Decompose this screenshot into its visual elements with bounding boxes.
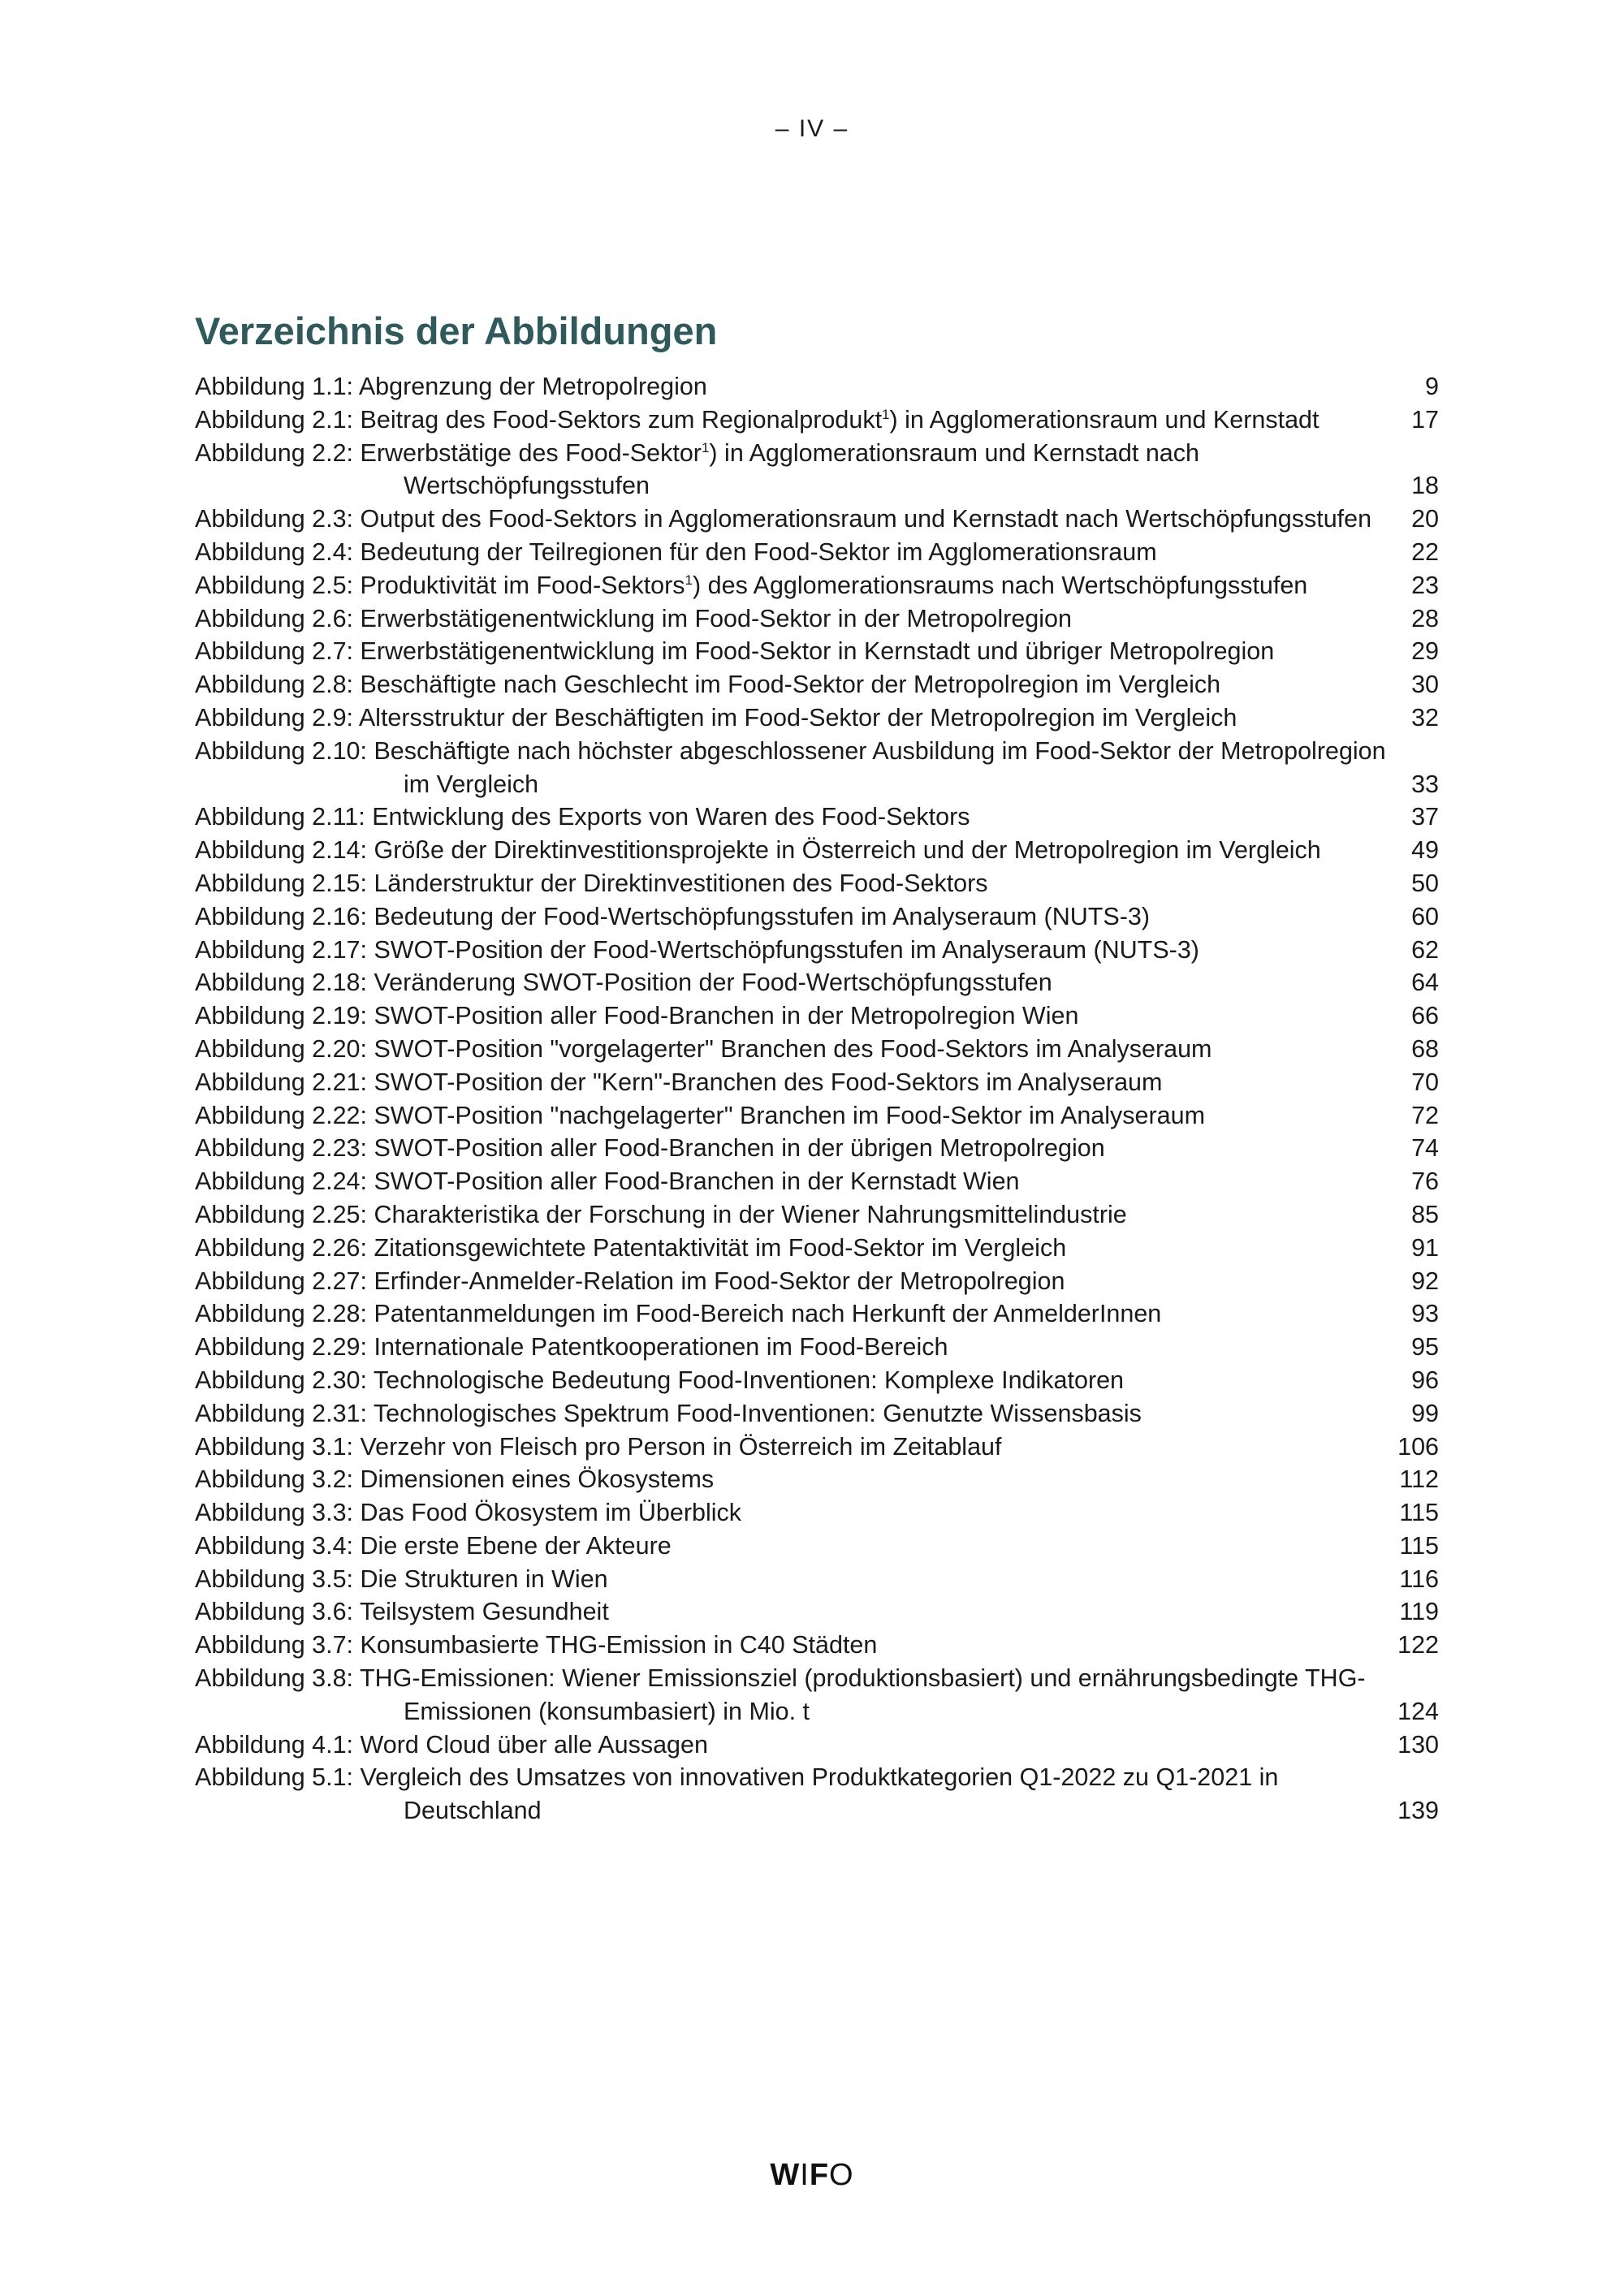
toc-entry-text	[195, 536, 1393, 569]
toc-entry-label: Abbildung 2.27:	[195, 1267, 367, 1295]
toc-entry-text	[195, 1463, 1389, 1496]
toc-entry-title-text: SWOT-Position aller Food-Branchen in der Metropolregion Wien	[374, 1002, 1079, 1030]
toc-entry-label: Abbildung 1.1:	[195, 373, 354, 400]
toc-entry-title-text: Bedeutung der Teilregionen für den Food-Sektor im Agglomerationsraum	[360, 537, 1157, 566]
toc-entry-title	[195, 572, 1307, 599]
toc-entry-title-text: Abgrenzung der Metropolregion	[358, 373, 707, 400]
toc-entry[interactable]	[195, 1066, 1439, 1099]
toc-entry-title-text: SWOT-Position aller Food-Branchen in der übrigen Metropolregion	[374, 1134, 1105, 1163]
toc-entry-title-text: Das Food Ökosystem im Überblick	[360, 1499, 742, 1527]
toc-entry-label: Abbildung 2.22:	[195, 1101, 367, 1129]
toc-entry-title	[195, 836, 1321, 864]
toc-entry-label: Abbildung 3.6:	[195, 1598, 354, 1626]
toc-entry-title-text: SWOT-Position der "Kern"-Branchen des Food-Sektors im Analyseraum	[374, 1068, 1163, 1096]
toc-entry-page: 119	[1399, 1598, 1439, 1626]
toc-entry-text	[195, 900, 1393, 934]
toc-entry[interactable]	[195, 1530, 1439, 1563]
toc-entry-title	[195, 605, 1072, 632]
toc-entry-title	[195, 1002, 1078, 1029]
toc-entry-title	[195, 1433, 1001, 1461]
toc-entry-title	[195, 735, 1393, 801]
toc-entry-title-text: THG-Emissionen: Wiener Emissionsziel (produktionsbasiert) und ernährungsbedingte THG-Emissionen (konsumbasiert) in Mio. t	[359, 1664, 1366, 1725]
toc-entry-title-text: Zitationsgewichtete Patentaktivität im Food-Sektor im Vergleich	[374, 1233, 1067, 1262]
toc-entry-label: Abbildung 2.9:	[195, 703, 354, 732]
toc-entry-title-text: Vergleich des Umsatzes von innovativen Produktkategorien Q1-2022 zu Q1-2021 in Deutschland	[360, 1763, 1279, 1825]
toc-entry-text	[195, 1595, 1389, 1629]
toc-entry-page: 68	[1411, 1034, 1439, 1063]
toc-entry-title	[195, 671, 1220, 698]
toc-entry-text	[195, 999, 1393, 1033]
toc-entry-label: Abbildung 4.1:	[195, 1730, 354, 1759]
toc-entry-title-text: Output des Food-Sektors in Agglomerationsraum und Kernstadt nach Wertschöpfungsstufen	[360, 505, 1372, 533]
toc-entry-text	[195, 1033, 1393, 1066]
toc-entry-label: Abbildung 2.3:	[195, 505, 354, 533]
toc-entry-page: 95	[1411, 1333, 1439, 1362]
toc-entry-label: Abbildung 3.3:	[195, 1499, 354, 1527]
toc-entry-text	[195, 1728, 1388, 1762]
toc-entry-label: Abbildung 2.5:	[195, 571, 354, 599]
toc-entry[interactable]	[195, 1099, 1439, 1133]
toc-entry-title-text: SWOT-Position "nachgelagerter" Branchen im Food-Sektor im Analyseraum	[374, 1101, 1205, 1129]
toc-entry-label: Abbildung 2.10:	[195, 736, 367, 765]
toc-entry-text	[195, 867, 1393, 900]
toc-entry-label: Abbildung 2.31:	[195, 1399, 367, 1427]
toc-entry-title-text: Patentanmeldungen im Food-Bereich nach Herkunft der AnmelderInnen	[374, 1300, 1162, 1328]
toc-entry-title	[195, 1333, 948, 1361]
toc-entry-page: 64	[1411, 969, 1439, 997]
toc-entry-page: 115	[1399, 1499, 1439, 1527]
toc-entry[interactable]	[195, 1397, 1439, 1431]
toc-entry-page: 20	[1411, 505, 1439, 533]
toc-entry-label: Abbildung 2.26:	[195, 1233, 367, 1262]
toc-entry-page: 66	[1411, 1002, 1439, 1030]
toc-entry[interactable]	[195, 1165, 1439, 1198]
toc-entry-title	[195, 1761, 1388, 1828]
toc-entry-label: Abbildung 2.28:	[195, 1300, 367, 1328]
toc-entry[interactable]	[195, 801, 1439, 834]
toc-entry[interactable]	[195, 966, 1439, 999]
toc-entry-title	[195, 637, 1274, 665]
toc-entry-label: Abbildung 2.4:	[195, 537, 354, 566]
toc-entry[interactable]	[195, 1033, 1439, 1066]
toc-entry-page: 139	[1397, 1797, 1439, 1825]
page-title: Verzeichnis der Abbildungen	[195, 309, 718, 352]
toc-entry[interactable]	[195, 1662, 1439, 1728]
toc-entry-title-text: Erwerbstätigenentwicklung im Food-Sektor in der Metropolregion	[360, 604, 1072, 632]
toc-entry-label: Abbildung 2.16:	[195, 902, 367, 930]
toc-entry-title	[195, 704, 1237, 732]
toc-entry-page: 130	[1397, 1730, 1439, 1759]
toc-entry-title	[195, 1565, 608, 1593]
toc-entry-page: 112	[1399, 1465, 1439, 1494]
toc-entry-title-text: Entwicklung des Exports von Waren des Food-Sektors	[372, 803, 970, 831]
toc-entry-title-text: Die erste Ebene der Akteure	[360, 1531, 672, 1560]
toc-entry[interactable]	[195, 668, 1439, 701]
toc-entry-title-text: SWOT-Position der Food-Wertschöpfungsstufen im Analyseraum (NUTS-3)	[374, 935, 1199, 964]
toc-entry-page: 76	[1411, 1167, 1439, 1196]
toc-entry[interactable]	[195, 437, 1439, 503]
toc-entry-text	[195, 1099, 1393, 1133]
toc-entry-text	[195, 966, 1393, 999]
toc-entry-title-text: Veränderung SWOT-Position der Food-Wertschöpfungsstufen	[374, 969, 1052, 997]
toc-entry-page: 74	[1411, 1134, 1439, 1163]
toc-entry[interactable]	[195, 503, 1439, 536]
toc-entry-title	[195, 903, 1150, 930]
logo-letter-w: W	[770, 2158, 801, 2192]
toc-entry-page: 50	[1411, 869, 1439, 897]
logo-letter-f: F	[809, 2158, 830, 2192]
toc-entry-title-part: Beitrag des Food-Sektors zum Regionalprodukt	[360, 405, 883, 434]
toc-entry[interactable]	[195, 999, 1439, 1033]
toc-entry-label: Abbildung 2.20:	[195, 1034, 367, 1063]
toc-entry[interactable]	[195, 1728, 1439, 1762]
toc-entry-text	[195, 1496, 1389, 1530]
toc-entry[interactable]	[195, 1431, 1439, 1464]
toc-entry-title	[195, 1662, 1388, 1728]
toc-entry-text	[195, 1198, 1393, 1232]
toc-entry-page: 32	[1411, 703, 1439, 732]
toc-entry-text	[195, 801, 1393, 834]
toc-entry-label: Abbildung 2.1:	[195, 405, 354, 434]
toc-entry-label: Abbildung 3.7:	[195, 1631, 354, 1659]
toc-entry-page: 28	[1411, 604, 1439, 632]
toc-entry-text	[195, 1331, 1393, 1364]
toc-entry[interactable]	[195, 834, 1439, 867]
toc-entry-title	[195, 969, 1052, 996]
toc-entry-label: Abbildung 5.1:	[195, 1763, 354, 1792]
toc-entry-text	[195, 1265, 1393, 1298]
toc-entry-text	[195, 834, 1393, 867]
toc-entry-label: Abbildung 2.7:	[195, 637, 354, 666]
figure-list	[195, 370, 1439, 1828]
toc-entry-page: 96	[1411, 1366, 1439, 1394]
toc-entry-label: Abbildung 2.8:	[195, 671, 354, 699]
toc-entry[interactable]	[195, 1198, 1439, 1232]
toc-entry-title-text: Technologisches Spektrum Food-Inventionen: Genutzte Wissensbasis	[373, 1399, 1142, 1427]
toc-entry-text	[195, 668, 1393, 701]
toc-entry-title	[195, 870, 988, 897]
toc-entry-page: 92	[1411, 1267, 1439, 1295]
toc-entry-title	[195, 1134, 1105, 1162]
toc-entry-title-text: Teilsystem Gesundheit	[359, 1598, 609, 1626]
toc-entry[interactable]	[195, 1265, 1439, 1298]
toc-entry-title-text: Beschäftigte nach Geschlecht im Food-Sektor der Metropolregion im Vergleich	[360, 671, 1221, 699]
toc-entry-title-text: Bedeutung der Food-Wertschöpfungsstufen im Analyseraum (NUTS-3)	[374, 902, 1151, 930]
toc-entry-title	[195, 1499, 741, 1526]
toc-entry-page: 99	[1411, 1399, 1439, 1427]
toc-entry[interactable]	[195, 735, 1439, 801]
toc-entry-label: Abbildung 2.21:	[195, 1068, 367, 1096]
page-number: – IV –	[775, 115, 849, 142]
toc-entry-label: Abbildung 2.23:	[195, 1134, 367, 1163]
toc-entry-title-text: Charakteristika der Forschung in der Wiener Nahrungsmittelindustrie	[374, 1200, 1127, 1228]
toc-entry[interactable]	[195, 1761, 1439, 1828]
toc-entry-title	[195, 1598, 609, 1625]
toc-entry-label: Abbildung 3.2:	[195, 1465, 354, 1494]
toc-entry-title-text: Beschäftigte nach höchster abgeschlossener Ausbildung im Food-Sektor der Metropolregion im Vergleich	[374, 736, 1386, 798]
toc-entry-page: 93	[1411, 1300, 1439, 1328]
toc-entry-page: 124	[1397, 1697, 1439, 1725]
toc-entry-title	[195, 1068, 1162, 1096]
toc-entry-text	[195, 370, 1393, 404]
toc-entry[interactable]	[195, 1563, 1439, 1596]
toc-entry-title-text: SWOT-Position "vorgelagerter" Branchen des Food-Sektors im Analyseraum	[374, 1034, 1212, 1063]
toc-entry-title-text: Word Cloud über alle Aussagen	[360, 1730, 708, 1759]
toc-entry-text	[195, 1563, 1389, 1596]
footnote-marker: 1	[882, 406, 890, 422]
toc-entry-page: 116	[1399, 1564, 1439, 1593]
toc-entry-text	[195, 1397, 1393, 1431]
wifo-logo	[0, 2158, 1624, 2193]
toc-entry-title-text: Technologische Bedeutung Food-Inventionen: Komplexe Indikatoren	[373, 1366, 1125, 1394]
footnote-marker: 1	[701, 439, 710, 455]
toc-entry[interactable]	[195, 370, 1439, 404]
toc-entry-page: 18	[1411, 472, 1439, 500]
toc-entry[interactable]	[195, 1463, 1439, 1496]
toc-entry-label: Abbildung 2.24:	[195, 1167, 367, 1196]
toc-entry-title	[195, 1267, 1065, 1295]
toc-entry-title-part: ) des Agglomerationsraums nach Wertschöpfungsstufen	[693, 571, 1308, 599]
toc-entry-page: 37	[1411, 803, 1439, 831]
toc-entry-title-part: Produktivität im Food-Sektors	[360, 571, 685, 599]
toc-entry-title	[195, 1465, 714, 1493]
toc-entry-title-text: Internationale Patentkooperationen im Food-Bereich	[374, 1333, 948, 1362]
toc-entry-label: Abbildung 3.1:	[195, 1432, 354, 1461]
toc-entry[interactable]	[195, 1132, 1439, 1165]
toc-entry[interactable]	[195, 1232, 1439, 1265]
toc-entry[interactable]	[195, 900, 1439, 934]
toc-entry[interactable]	[195, 1629, 1439, 1662]
toc-entry-title	[195, 936, 1199, 964]
toc-entry-text	[195, 1431, 1388, 1464]
toc-entry-text	[195, 1629, 1388, 1662]
toc-entry-page: 60	[1411, 902, 1439, 930]
toc-entry-text	[195, 1066, 1393, 1099]
toc-entry-text	[195, 1232, 1393, 1265]
toc-entry-text	[195, 569, 1393, 602]
toc-entry-label: Abbildung 3.8:	[195, 1664, 354, 1693]
toc-entry-page: 62	[1411, 935, 1439, 964]
toc-entry[interactable]	[195, 1331, 1439, 1364]
toc-entry-page: 9	[1425, 373, 1439, 400]
toc-entry-text	[195, 602, 1393, 636]
logo-letter-o: O	[829, 2158, 854, 2192]
toc-entry-text	[195, 701, 1393, 735]
toc-entry-title-text: Altersstruktur der Beschäftigten im Food-Sektor der Metropolregion im Vergleich	[358, 703, 1237, 732]
toc-entry-label: Abbildung 2.29:	[195, 1333, 367, 1362]
toc-entry[interactable]	[195, 1364, 1439, 1397]
toc-entry-page: 72	[1411, 1101, 1439, 1129]
toc-entry-page: 22	[1411, 537, 1439, 566]
toc-entry-text	[195, 635, 1393, 668]
toc-entry[interactable]	[195, 569, 1439, 602]
toc-entry-label: Abbildung 2.19:	[195, 1002, 367, 1030]
toc-entry-text	[195, 1132, 1393, 1165]
toc-entry-page: 70	[1411, 1068, 1439, 1096]
toc-entry-label: Abbildung 2.15:	[195, 869, 367, 897]
toc-entry-title	[195, 1631, 877, 1659]
toc-entry-title	[195, 1035, 1212, 1063]
toc-entry-text	[195, 1297, 1393, 1331]
toc-entry-page: 91	[1411, 1233, 1439, 1262]
toc-entry[interactable]	[195, 1595, 1439, 1629]
toc-entry-title	[195, 505, 1371, 533]
toc-entry-page: 122	[1397, 1631, 1439, 1659]
toc-entry-title	[195, 1366, 1124, 1394]
toc-entry-title-part: Erwerbstätige des Food-Sektor	[360, 438, 702, 467]
toc-entry-title-text: Die Strukturen in Wien	[360, 1564, 608, 1593]
toc-entry[interactable]	[195, 867, 1439, 900]
toc-entry-label: Abbildung 3.5:	[195, 1564, 354, 1593]
toc-entry[interactable]	[195, 1496, 1439, 1530]
toc-entry-title-part: ) in Agglomerationsraum und Kernstadt nach Wertschöpfungsstufen	[404, 438, 1199, 500]
toc-entry-page: 106	[1397, 1432, 1439, 1461]
toc-entry[interactable]	[195, 536, 1439, 569]
toc-entry-title	[195, 1532, 672, 1560]
toc-entry-page: 17	[1411, 405, 1439, 434]
toc-entry-title	[195, 406, 1319, 434]
toc-entry-title	[195, 1731, 708, 1759]
toc-entry-text	[195, 1364, 1393, 1397]
toc-entry[interactable]	[195, 635, 1439, 668]
toc-entry-label: Abbildung 2.6:	[195, 604, 354, 632]
toc-entry-title	[195, 373, 707, 400]
toc-entry-label: Abbildung 3.4:	[195, 1531, 354, 1560]
toc-entry[interactable]	[195, 602, 1439, 636]
toc-entry[interactable]	[195, 404, 1439, 437]
toc-entry-title	[195, 1167, 1020, 1195]
toc-entry-page: 23	[1411, 571, 1439, 599]
toc-entry[interactable]	[195, 934, 1439, 967]
toc-entry-title-text: Verzehr von Fleisch pro Person in Österreich im Zeitablauf	[360, 1432, 1002, 1461]
footnote-marker: 1	[685, 572, 693, 588]
toc-entry-title-text: Erwerbstätigenentwicklung im Food-Sektor in Kernstadt und übriger Metropolregion	[360, 637, 1275, 666]
toc-entry-title	[195, 1300, 1161, 1327]
toc-entry-text	[195, 735, 1393, 801]
toc-entry-title-text: Länderstruktur der Direktinvestitionen des Food-Sektors	[374, 869, 988, 897]
toc-entry-label: Abbildung 2.17:	[195, 935, 367, 964]
toc-entry-text	[195, 1165, 1393, 1198]
toc-entry-text	[195, 1761, 1388, 1828]
toc-entry-label: Abbildung 2.18:	[195, 969, 367, 997]
toc-entry-title	[195, 538, 1157, 566]
toc-entry[interactable]	[195, 1297, 1439, 1331]
toc-entry-text	[195, 404, 1393, 437]
toc-entry-label: Abbildung 2.30:	[195, 1366, 367, 1394]
toc-entry-title	[195, 437, 1393, 503]
toc-entry-label: Abbildung 2.25:	[195, 1200, 367, 1228]
toc-entry-page: 49	[1411, 836, 1439, 865]
toc-entry-text	[195, 934, 1393, 967]
toc-entry-label: Abbildung 2.11:	[195, 803, 365, 831]
toc-entry-label: Abbildung 2.2:	[195, 438, 354, 467]
toc-entry-label: Abbildung 2.14:	[195, 836, 367, 865]
toc-entry-page: 30	[1411, 671, 1439, 699]
toc-entry-page: 115	[1399, 1531, 1439, 1560]
logo-letter-i: I	[800, 2158, 810, 2192]
toc-entry-title	[195, 803, 970, 831]
toc-entry-title-text: Konsumbasierte THG-Emission in C40 Städten	[360, 1631, 878, 1659]
toc-entry-text	[195, 503, 1393, 536]
toc-entry-title-text: Größe der Direktinvestitionsprojekte in Österreich und der Metropolregion im Vergleich	[374, 836, 1321, 865]
toc-entry-text	[195, 1662, 1388, 1728]
toc-entry[interactable]	[195, 701, 1439, 735]
toc-entry-text	[195, 437, 1393, 503]
toc-entry-page: 29	[1411, 637, 1439, 666]
toc-entry-title	[195, 1201, 1127, 1228]
toc-entry-page: 85	[1411, 1200, 1439, 1228]
toc-entry-title-text: Dimensionen eines Ökosystems	[360, 1465, 715, 1494]
toc-entry-title	[195, 1102, 1205, 1129]
toc-entry-title	[195, 1400, 1142, 1427]
toc-entry-title-text: SWOT-Position aller Food-Branchen in der Kernstadt Wien	[374, 1167, 1020, 1196]
toc-entry-text	[195, 1530, 1389, 1563]
toc-entry-title-part: ) in Agglomerationsraum und Kernstadt	[889, 405, 1320, 434]
toc-entry-title-text: Erfinder-Anmelder-Relation im Food-Sektor der Metropolregion	[374, 1267, 1065, 1295]
toc-entry-title	[195, 1234, 1066, 1262]
toc-entry-page: 33	[1411, 770, 1439, 798]
